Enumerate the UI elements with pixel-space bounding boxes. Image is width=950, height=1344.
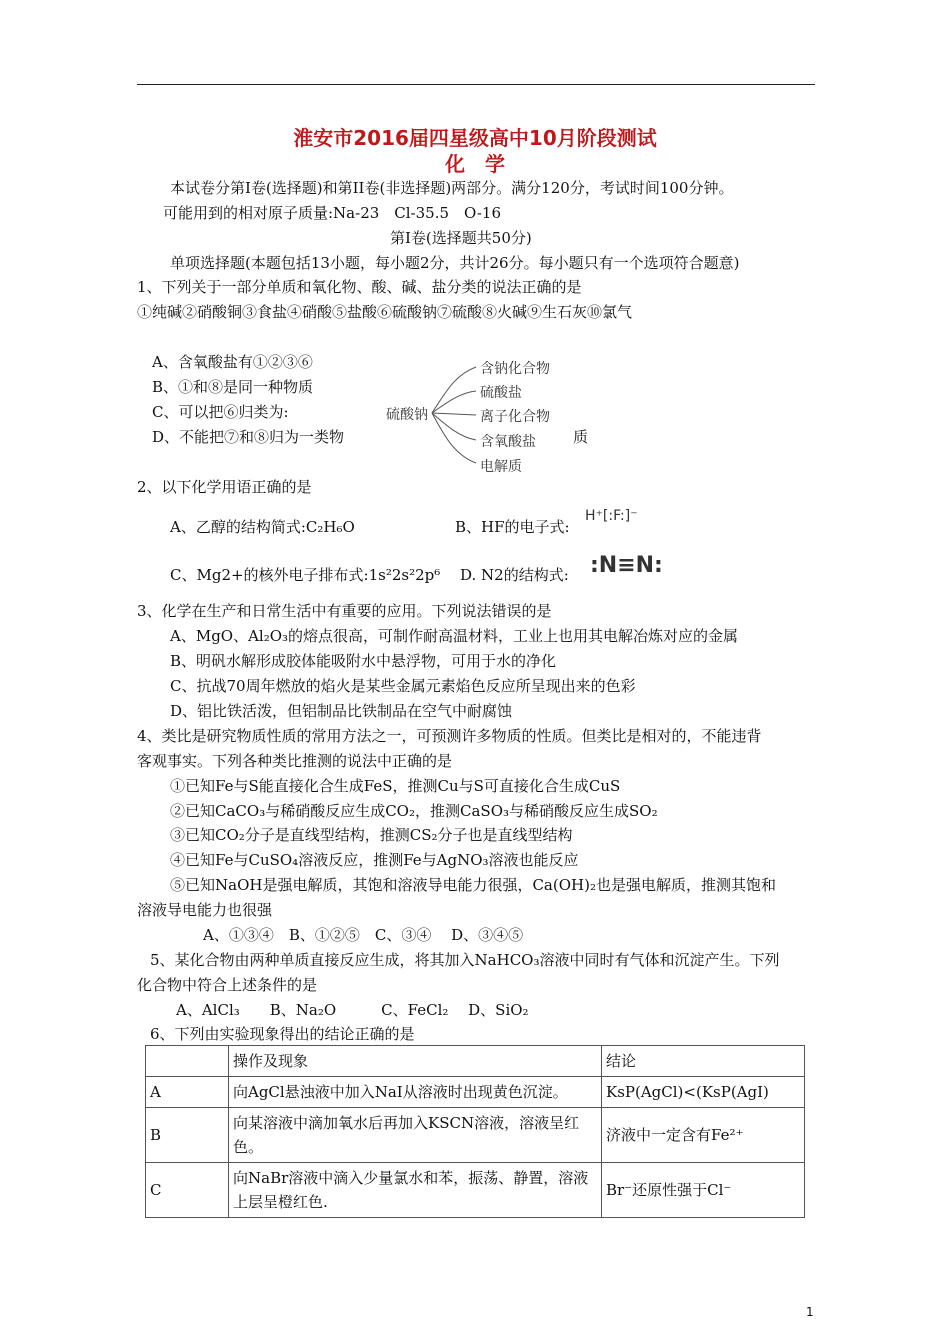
q3-option-d: D、铝比铁活泼，但铝制品比铁制品在空气中耐腐蚀 (170, 702, 513, 720)
table-row (146, 1077, 805, 1108)
header-cell-label (146, 1046, 229, 1077)
q4-statement-5a: ⑤已知NaOH是强电解质，其饱和溶液导电能力很强，Ca(OH)₂也是强电解质，推测其饱和 (170, 876, 776, 894)
diagram-branch-4: 含氧酸盐 (480, 434, 536, 450)
header-cell-conclusion: 结论 (602, 1046, 805, 1077)
q1-stem: 1、下列关于一部分单质和氧化物、酸、碱、盐分类的说法正确的是 (137, 278, 582, 296)
row-conclusion: KsP(AgCl)<(KsP(AgI) (602, 1077, 805, 1108)
section-heading: 第Ⅰ卷(选择题共50分) (390, 229, 532, 247)
q1-items: ①纯碱②硝酸铜③食盐④硝酸⑤盐酸⑥硫酸钠⑦硫酸⑧火碱⑨生石灰⑩氯气 (137, 303, 633, 321)
diagram-root: 硫酸钠 (386, 407, 428, 423)
q3-stem: 3、化学在生产和日常生活中有重要的应用。下列说法错误的是 (137, 602, 552, 620)
row-operation: 向NaBr溶液中滴入少量氯水和苯，振荡、静置，溶液上层呈橙红色. (229, 1163, 602, 1218)
q1-option-d: D、不能把⑦和⑧归为一类物 (152, 428, 345, 446)
table-row (146, 1108, 805, 1163)
intro-line-2: 可能用到的相对原子质量:Na-23 Cl-35.5 O-16 (163, 204, 502, 222)
header-cell-operation: 操作及现象 (229, 1046, 602, 1077)
q4-statement-3: ③已知CO₂分子是直线型结构，推测CS₂分子也是直线型结构 (170, 826, 573, 844)
diagram-branch-3: 离子化合物 (480, 409, 550, 425)
q1-option-c: C、可以把⑥归类为: (152, 403, 289, 421)
diagram-branch-5: 电解质 (480, 459, 522, 475)
hf-electron-formula: H⁺[:F:]⁻ (585, 508, 638, 524)
q4-statement-2: ②已知CaCO₃与稀硝酸反应生成CO₂，推测CaSO₃与稀硝酸反应生成SO₂ (170, 802, 658, 820)
row-conclusion: 济液中一定含有Fe²⁺ (602, 1108, 805, 1163)
q2-option-a: A、乙醇的结构简式:C₂H₆O (170, 518, 355, 536)
row-label: A (146, 1077, 229, 1108)
q5-stem-1: 5、某化合物由两种单质直接反应生成，将其加入NaHCO₃溶液中同时有气体和沉淀产生。下列 (150, 951, 780, 969)
intro-line-1: 本试卷分第Ⅰ卷(选择题)和第II卷(非选择题)两部分。满分120分，考试时间100分钟。 (170, 179, 734, 197)
q1-option-b: B、①和⑧是同一种物质 (152, 378, 314, 396)
q2-option-c: C、Mg2+的核外电子排布式:1s²2s²2p⁶ (170, 566, 441, 584)
table-header-row (146, 1046, 805, 1077)
n2-structure-formula: :N≡N: (590, 553, 663, 578)
q2-option-b: B、HF的电子式: (455, 518, 570, 536)
header-rule (137, 84, 815, 85)
q2-stem: 2、以下化学用语正确的是 (137, 478, 312, 496)
classification-diagram (384, 355, 564, 480)
row-label: B (146, 1108, 229, 1163)
experiment-table (145, 1045, 805, 1218)
table-row (146, 1163, 805, 1218)
diagram-branch-1: 含钠化合物 (480, 361, 550, 377)
q4-options: A、①③④ B、①②⑤ C、③④ D、③④⑤ (203, 926, 524, 944)
q4-statement-5b: 溶液导电能力也很强 (137, 901, 273, 919)
q5-options: A、AlCl₃ B、Na₂O C、FeCl₂ D、SiO₂ (176, 1001, 529, 1019)
instruction: 单项选择题(本题包括13小题，每小题2分，共计26分。每小题只有一个选项符合题意) (170, 254, 740, 272)
q4-statement-1: ①已知Fe与S能直接化合生成FeS，推测Cu与S可直接化合生成CuS (170, 777, 621, 795)
q1-option-d-tail: 质 (573, 428, 589, 446)
exam-title: 淮安市2016届四星级高中10月阶段测试 (293, 126, 657, 150)
diagram-branch-2: 硫酸盐 (480, 385, 522, 401)
subject-title: 化 学 (445, 152, 505, 176)
row-label: C (146, 1163, 229, 1218)
q3-option-c: C、抗战70周年燃放的焰火是某些金属元素焰色反应所呈现出来的色彩 (170, 677, 636, 695)
q1-option-a: A、含氧酸盐有①②③⑥ (152, 353, 313, 371)
q2-option-d: D. N2的结构式: (460, 566, 569, 584)
row-conclusion: Br⁻还原性强于Cl⁻ (602, 1163, 805, 1218)
page-number: 1 (806, 1305, 814, 1319)
row-operation: 向某溶液中滴加氧水后再加入KSCN溶液，溶液呈红色。 (229, 1108, 602, 1163)
q4-stem-2: 客观事实。下列各种类比推测的说法中正确的是 (137, 752, 453, 770)
q5-stem-2: 化合物中符合上述条件的是 (137, 976, 318, 994)
q3-option-b: B、明矾水解形成胶体能吸附水中悬浮物，可用于水的净化 (170, 652, 557, 670)
q6-stem: 6、下列由实验现象得出的结论正确的是 (150, 1025, 415, 1043)
q4-statement-4: ④已知Fe与CuSO₄溶液反应，推测Fe与AgNO₃溶液也能反应 (170, 851, 579, 869)
q4-stem-1: 4、类比是研究物质性质的常用方法之一，可预测许多物质的性质。但类比是相对的，不能违背 (137, 727, 762, 745)
q3-option-a: A、MgO、Al₂O₃的熔点很高，可制作耐高温材料，工业上也用其电解冶炼对应的金属 (170, 627, 739, 645)
row-operation: 向AgCl悬浊液中加入NaI从溶液时出现黄色沉淀。 (229, 1077, 602, 1108)
